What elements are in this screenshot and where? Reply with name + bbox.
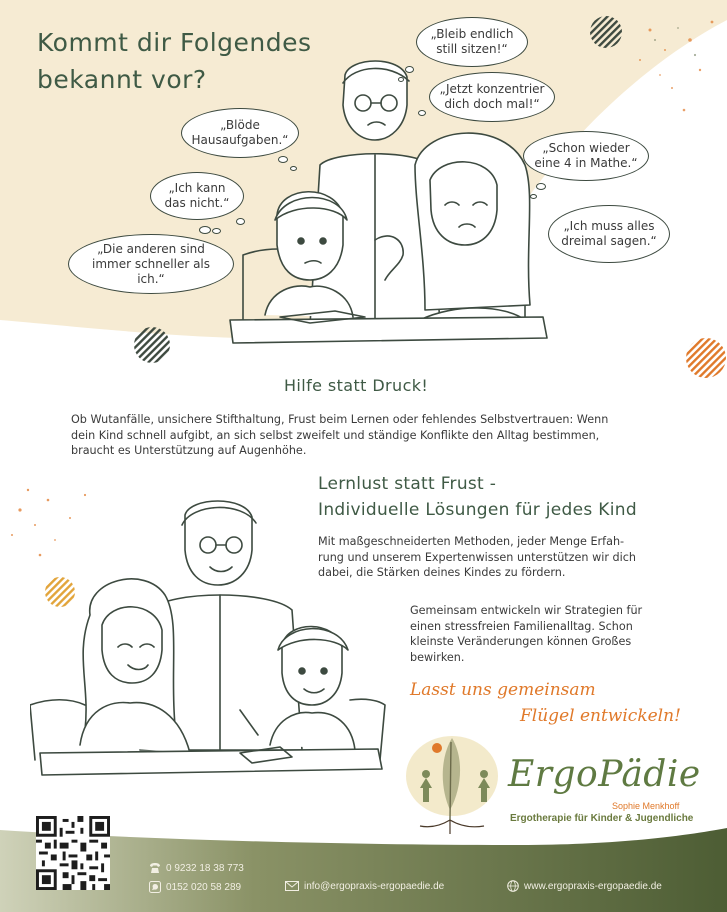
speech-bubble-cant-do: „Ich kann das nicht.“ (150, 172, 244, 220)
contact-website-text: www.ergopraxis-ergopaedie.de (524, 880, 662, 892)
bubble-tail (212, 228, 221, 234)
globe-icon (507, 880, 519, 892)
speech-bubble-concentrate: „Jetzt konzentrier dich doch mal!“ (429, 72, 555, 122)
contact-phone-text: 0 9232 18 38 773 (166, 862, 244, 874)
bubble-tail (536, 183, 546, 190)
slogan-line-2: Flügel entwickeln! (520, 706, 681, 726)
section-learning-paragraph-2: Gemeinsam entwickeln wir Strategien für einen stressfreien Familienalltag. Schon kleinste Veränderungen können Großes bewirken. (410, 604, 643, 664)
headline-line-2: bekannt vor? (37, 65, 207, 94)
speech-bubble-say-three-times: „Ich muss alles dreimal sagen.“ (548, 205, 670, 263)
bubble-tail (398, 77, 404, 82)
section-help-paragraph: Ob Wutanfälle, unsichere Stifthaltung, Frust beim Lernen oder fehlendes Selbstvertrauen: Wenn dein Kind schnell aufgibt, an sich selbst zweifelt und ständige Konflikte den Alltag bestimmen, braucht es Unterstützung auf Augenhöhe. (71, 413, 609, 457)
qr-code[interactable] (36, 816, 110, 890)
section-heading-learning: Lernlust statt Frust - Individuelle Lösungen für jedes Kind (318, 474, 637, 520)
bubble-tail (199, 226, 211, 234)
contact-mobile[interactable] (149, 881, 241, 893)
logo-owner: Sophie Menkhoff (612, 801, 680, 811)
bubble-tail (290, 166, 297, 171)
contact-website[interactable] (507, 880, 662, 892)
logo-tagline: Ergotherapie für Kinder & Jugendliche (510, 813, 694, 824)
speech-bubble-others-faster: „Die anderen sind immer schneller als ich.“ (68, 234, 234, 294)
speech-bubble-sit-still: „Bleib endlich still sitzen!“ (416, 17, 528, 67)
bubble-tail (278, 156, 288, 163)
mobile-icon (149, 881, 161, 893)
slogan-line-1: Lasst uns gemeinsam (410, 680, 596, 700)
bubble-tail (530, 194, 537, 199)
bubble-tail (236, 218, 245, 225)
family-learning-illustration (30, 495, 390, 785)
headline-line-1: Kommt dir Folgendes (37, 28, 312, 57)
bubble-tail (405, 66, 414, 73)
section-learning-paragraph-1: Mit maßgeschneiderten Methoden, jeder Menge Erfah- rung und unserem Expertenwissen unterstützen wir dich dabei, die Stärken deines Kindes zu fördern. (318, 535, 636, 579)
contact-email[interactable] (285, 880, 444, 892)
contact-phone[interactable] (149, 862, 244, 874)
contact-mobile-text: 0152 020 58 289 (166, 881, 242, 893)
email-icon (285, 880, 299, 892)
speech-bubble-homework: „Blöde Hausaufgaben.“ (181, 108, 299, 158)
section-heading-help: Hilfe statt Druck! (284, 376, 429, 395)
bubble-tail (418, 110, 426, 116)
speech-bubble-math-grade: „Schon wieder eine 4 in Mathe.“ (523, 131, 649, 181)
phone-icon (149, 862, 161, 874)
logo-wordmark: ErgoPädie (508, 754, 701, 795)
contact-email-text: info@ergopraxis-ergopaedie.de (304, 880, 445, 892)
